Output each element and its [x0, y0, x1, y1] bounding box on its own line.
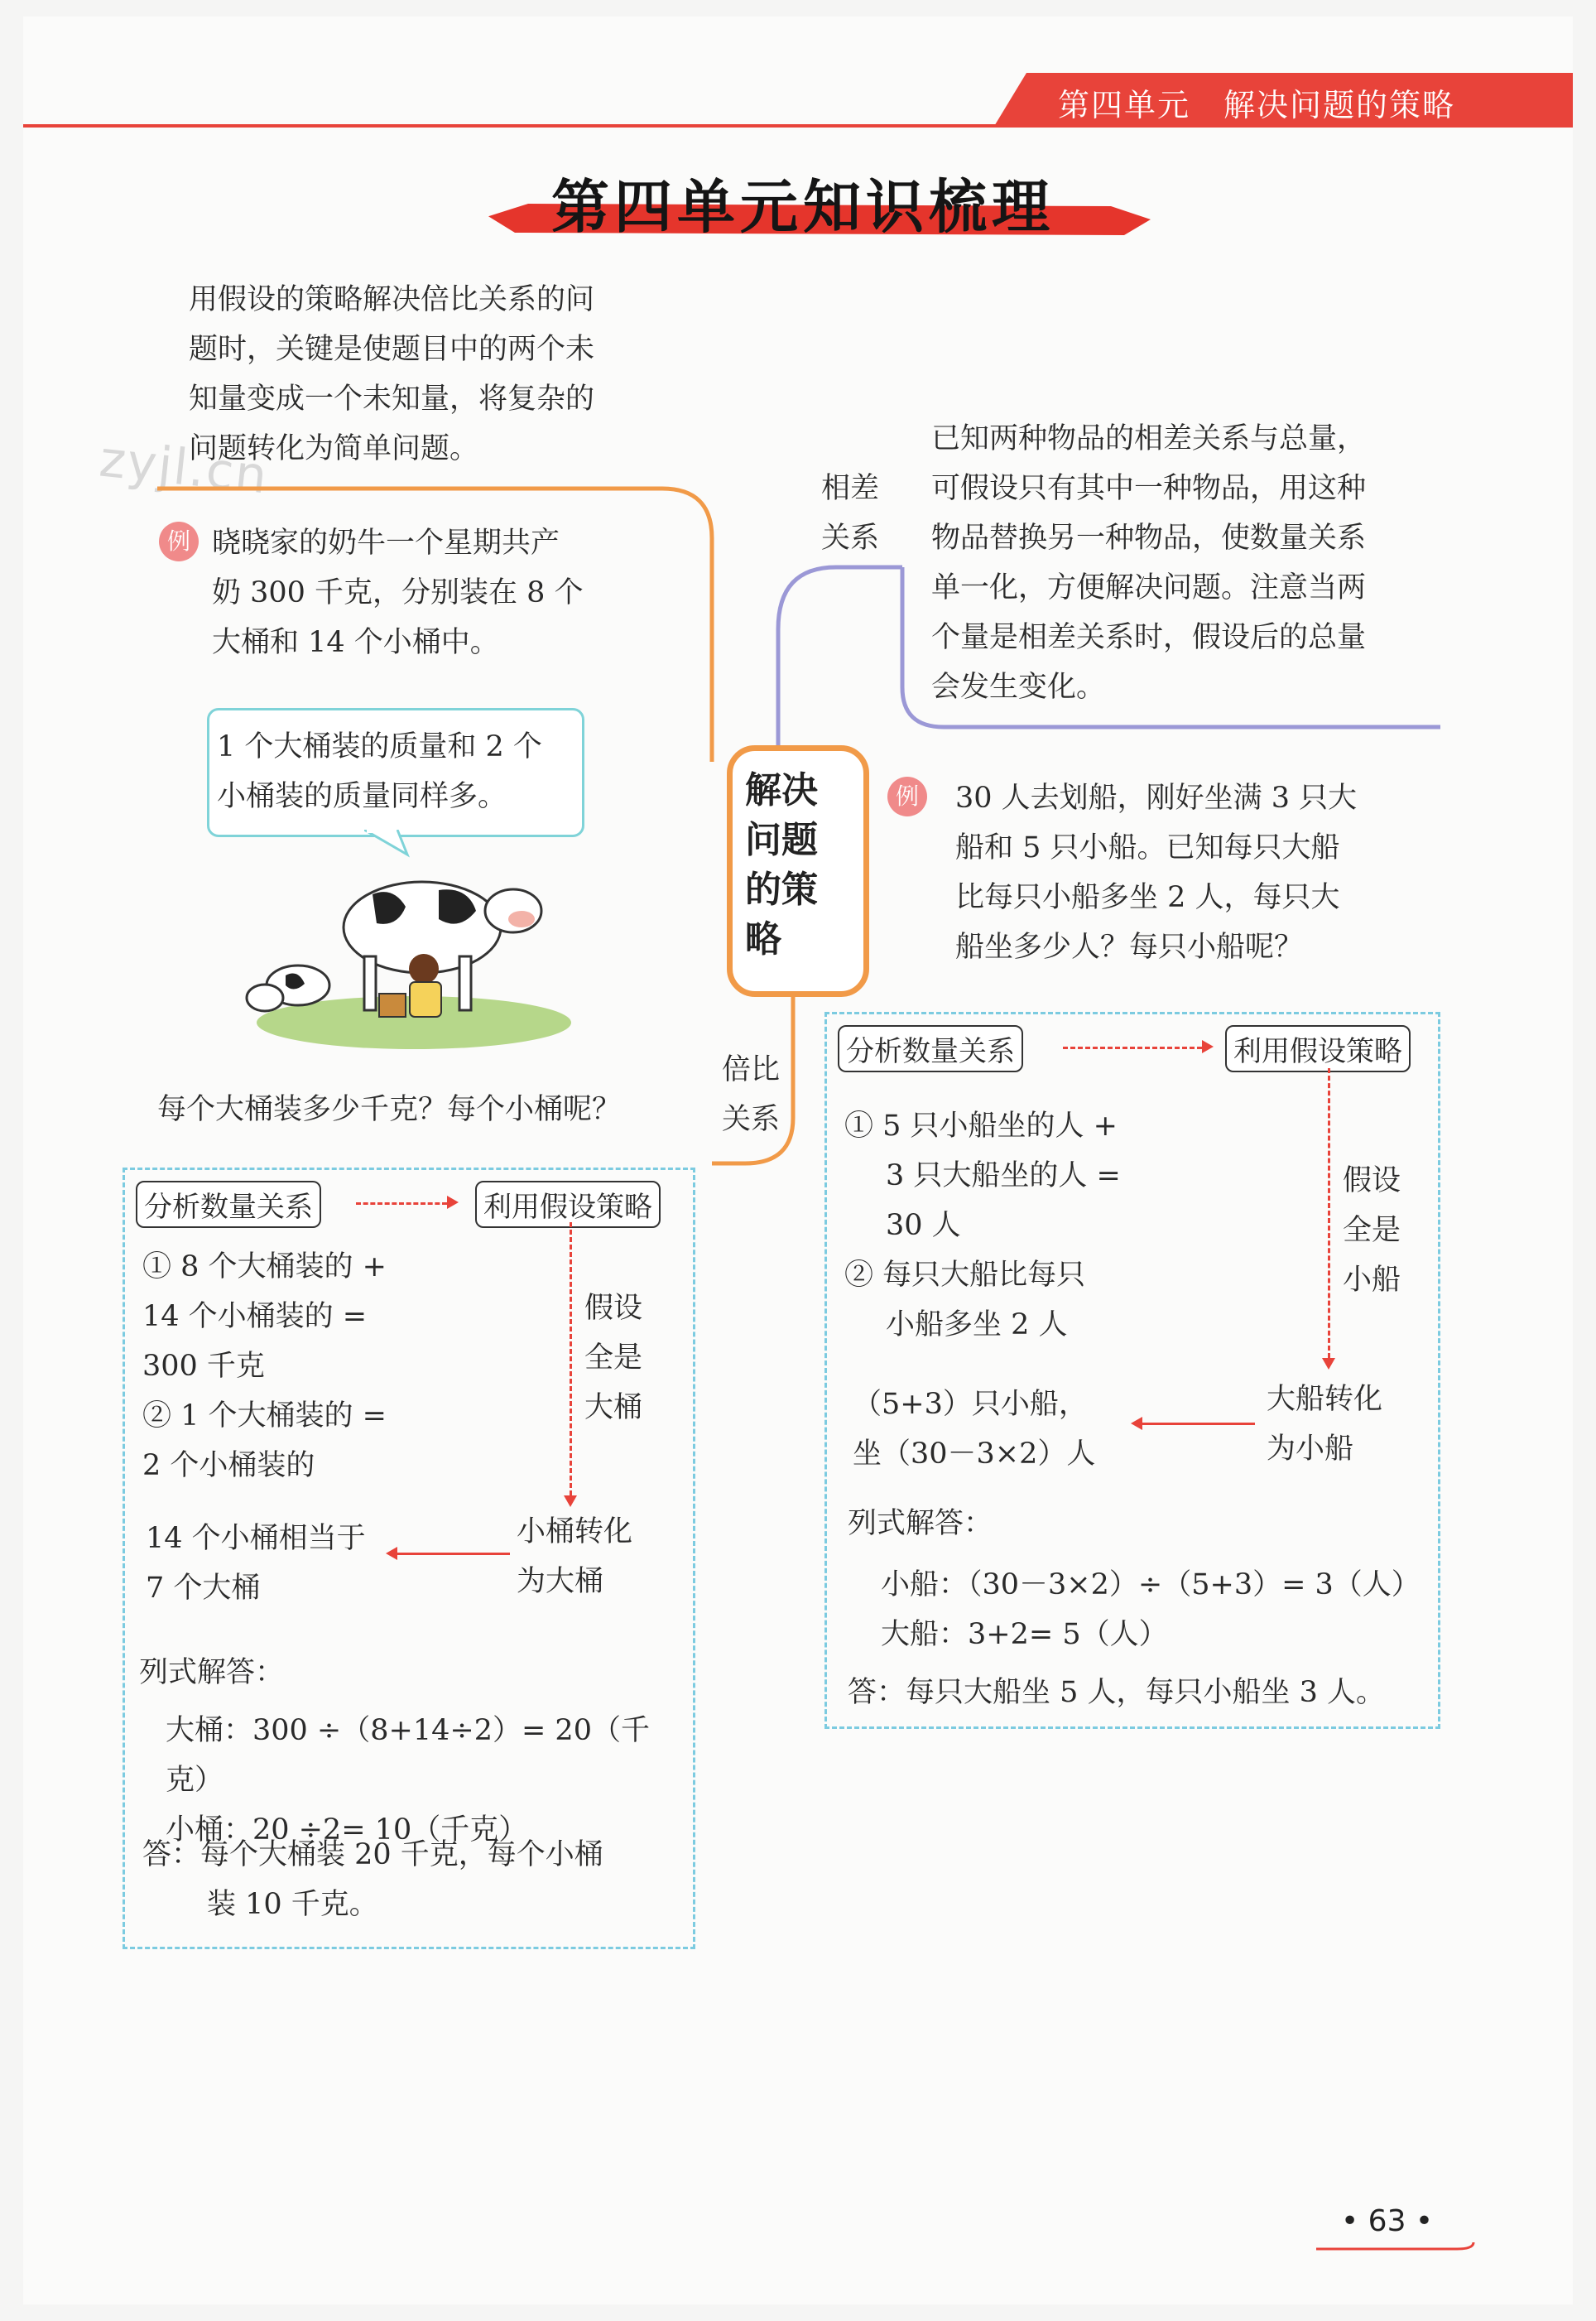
relation-line: 2 个小桶装的: [142, 1449, 315, 1482]
bubble-line: 小桶装的质量同样多。: [217, 780, 507, 813]
left-assume: [584, 1283, 642, 1433]
diff-desc-line: 物品替换另一种物品，使数量关系: [931, 522, 1367, 555]
assume-line: 全是: [1343, 1214, 1401, 1247]
branch-label-ratio: [722, 1045, 780, 1144]
intro-line: 问题转化为简单问题。: [189, 432, 479, 465]
assume-line: 大桶: [584, 1391, 643, 1424]
left-arrow-right: [356, 1202, 447, 1205]
relation-line: 30 人: [886, 1209, 961, 1242]
right-calculation: [881, 1560, 1427, 1659]
branch-label-diff: [821, 464, 879, 563]
relation-line: 300 千克: [142, 1350, 265, 1383]
problem-line: 30 人去划船，刚好坐满 3 只大: [955, 782, 1358, 815]
page-number: • 63 •: [1341, 2204, 1434, 2238]
convert-line: 为大桶: [517, 1565, 604, 1598]
right-solve-label: 列式解答：: [848, 1507, 993, 1540]
intro-line: 题时，关键是使题目中的两个未: [189, 333, 595, 366]
problem-line: 大桶和 14 个小桶中。: [212, 626, 499, 659]
arrow-head: [564, 1495, 577, 1507]
relation-line: 14 个小桶装的 =: [142, 1300, 368, 1333]
branch-label-line: 相差: [821, 472, 880, 505]
branch-label-line: 关系: [722, 1103, 781, 1136]
arrow-head: [447, 1196, 459, 1209]
left-convert: [517, 1507, 632, 1606]
calc-line: 大船：3+2= 5（人）: [881, 1618, 1168, 1651]
equiv-line: 坐（30－3×2）人: [853, 1437, 1096, 1471]
problem-line: 晓晓家的奶牛一个星期共产: [212, 527, 560, 560]
relation-line: ① 8 个大桶装的 +: [142, 1250, 387, 1283]
branch-label-line: 关系: [821, 522, 880, 555]
example-badge: 例: [887, 777, 927, 816]
diff-desc-line: 会发生变化。: [931, 671, 1106, 704]
right-analyze-tag: 分析数量关系: [838, 1025, 1023, 1072]
unit-label: 第四单元 解决问题的策略: [1058, 87, 1456, 123]
diff-desc-line: 可假设只有其中一种物品，用这种: [931, 472, 1367, 505]
center-label: [745, 766, 844, 965]
bubble-line: 1 个大桶装的质量和 2 个: [217, 730, 542, 763]
branch-label-line: 倍比: [722, 1053, 781, 1086]
convert-line: 小桶转化: [517, 1515, 633, 1548]
problem-line: 比每只小船多坐 2 人，每只大: [955, 881, 1340, 914]
convert-line: 为小船: [1267, 1433, 1354, 1466]
left-arrow-down: [570, 1222, 572, 1495]
left-relations: [142, 1242, 523, 1490]
equiv-line: 7 个大桶: [146, 1572, 261, 1605]
right-problem: [955, 773, 1419, 972]
intro-line: 知量变成一个未知量，将复杂的: [189, 383, 595, 416]
bubble-text: [217, 722, 581, 821]
example-badge: 例: [159, 522, 199, 561]
equiv-line: 14 个小桶相当于: [146, 1522, 366, 1555]
center-label-line: 问题: [745, 819, 818, 861]
intro-line: 用假设的策略解决倍比关系的问: [189, 283, 595, 316]
calc-line: 小桶：20 ÷2= 10（千克）: [166, 1813, 528, 1847]
right-arrow-left: [1141, 1423, 1255, 1425]
relation-line: 小船多坐 2 人: [886, 1308, 1068, 1341]
answer-line: 答：每个大桶装 20 千克，每个小桶: [142, 1838, 603, 1871]
right-equivalence: [853, 1380, 1095, 1479]
problem-line: 奶 300 千克，分别装在 8 个: [212, 576, 584, 609]
assume-line: 全是: [584, 1341, 643, 1375]
right-arrow-right: [1063, 1047, 1202, 1049]
assume-line: 假设: [584, 1292, 643, 1325]
problem-line: 船和 5 只小船。已知每只大船: [955, 831, 1340, 864]
right-relations: [844, 1101, 1192, 1350]
relation-line: ② 每只大船比每只: [844, 1259, 1086, 1292]
left-answer: [142, 1830, 672, 1929]
left-problem: [212, 518, 642, 667]
assume-line: 小船: [1343, 1264, 1401, 1297]
left-question: 每个大桶装多少千克？每个小桶呢？: [157, 1093, 622, 1126]
center-label-line: 的策: [745, 869, 818, 911]
answer-line: 装 10 千克。: [207, 1888, 378, 1921]
milking-cow-illustration: [240, 861, 571, 1052]
problem-line: 船坐多少人？每只小船呢？: [955, 931, 1304, 964]
left-solve-label: 列式解答：: [139, 1656, 285, 1689]
arrow-head: [1322, 1358, 1335, 1370]
relation-line: ② 1 个大桶装的 =: [142, 1399, 387, 1433]
right-answer: 答：每只大船坐 5 人，每只小船坐 3 人。: [848, 1676, 1386, 1709]
page-number-rule: [1316, 2241, 1482, 2257]
diff-desc-line: 已知两种物品的相差关系与总量，: [931, 422, 1367, 455]
watermark: zyjl.cn: [96, 430, 272, 506]
center-label-line: 解决: [745, 769, 818, 811]
relation-line: ① 5 只小船坐的人 +: [844, 1110, 1118, 1143]
left-equivalence: [146, 1514, 366, 1613]
right-assume: [1343, 1156, 1401, 1305]
arrow-head: [386, 1547, 397, 1560]
speech-bubble-tail: [364, 830, 414, 860]
left-analyze-tag: 分析数量关系: [136, 1181, 321, 1228]
diff-desc-line: 个量是相差关系时，假设后的总量: [931, 621, 1367, 654]
assume-line: 假设: [1343, 1164, 1401, 1197]
right-strategy-tag: 利用假设策略: [1225, 1025, 1411, 1072]
diff-desc-line: 单一化，方便解决问题。注意当两: [931, 571, 1367, 604]
right-convert: [1267, 1375, 1382, 1474]
arrow-head: [1131, 1417, 1142, 1430]
arrow-head: [1202, 1040, 1214, 1053]
calc-line: 小船：（30－3×2）÷（5+3）= 3（人）: [881, 1568, 1421, 1601]
diff-description: [931, 414, 1511, 712]
page-title: 第四单元知识梳理: [551, 173, 1055, 241]
calc-line: 大桶：300 ÷（8+14÷2）= 20（千克）: [166, 1714, 650, 1797]
left-arrow-left: [396, 1553, 510, 1555]
convert-line: 大船转化: [1267, 1383, 1383, 1416]
relation-line: 3 只大船坐的人 =: [886, 1159, 1121, 1192]
left-strategy-tag: 利用假设策略: [475, 1181, 661, 1228]
right-arrow-down: [1328, 1068, 1330, 1358]
center-label-line: 略: [745, 918, 781, 961]
equiv-line: （5+3）只小船，: [853, 1388, 1088, 1421]
